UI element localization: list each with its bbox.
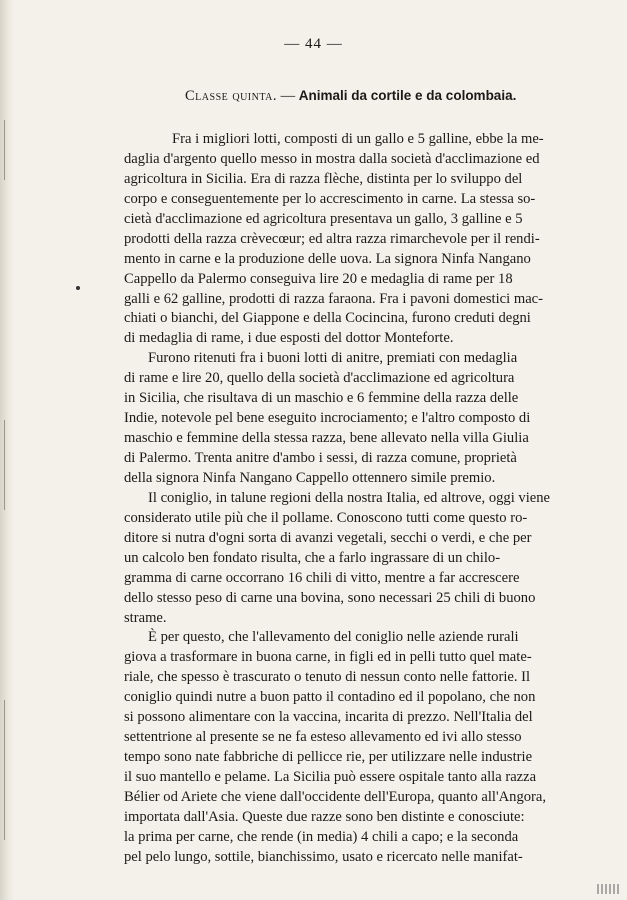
text-line: chiati o bianchi, del Giappone e della Cocincina, furono creduti degni bbox=[124, 310, 531, 327]
text-line: considerato utile più che il pollame. Conoscono tutti come questo ro- bbox=[124, 509, 528, 526]
heading-title: Animali da cortile e da colombaia. bbox=[298, 88, 517, 103]
text-line: Cappello da Palermo conseguiva lire 20 e medaglia di rame per 18 bbox=[124, 270, 513, 287]
text-line: Bélier od Ariete che viene dall'occidente dell'Europa, quanto all'Angora, bbox=[124, 788, 547, 805]
text-line: coniglio quindi nutre a buon patto il contadino ed il popolano, che non bbox=[124, 689, 536, 706]
body-text bbox=[124, 130, 586, 868]
text-line: cietà d'acclimazione ed agricoltura presentava un gallo, 3 galline e 5 bbox=[124, 210, 523, 227]
text-line: galli e 62 galline, prodotti di razza faraona. Fra i pavoni domestici mac- bbox=[124, 290, 544, 307]
text-line: di Palermo. Trenta anitre d'ambo i sessi, di razza comune, proprietà bbox=[124, 450, 517, 466]
text-line: la prima per carne, che rende (in media) 4 chili a capo; e la seconda bbox=[124, 828, 519, 845]
heading-separator: — bbox=[277, 88, 299, 104]
text-line: in Sicilia, che risultava di un maschio e 6 femmine della razza delle bbox=[124, 390, 519, 407]
text-line: strame. bbox=[124, 609, 167, 626]
scan-artifact bbox=[597, 884, 619, 894]
text-line: prodotti della razza crèvecœur; ed altra razza rimarchevole per il rendi- bbox=[124, 230, 540, 247]
binding-gutter bbox=[0, 0, 14, 900]
text-line: dello stesso peso di carne una bovina, sono necessari 25 chili di buono bbox=[124, 589, 536, 606]
text-line: di medaglia di rame, i due esposti del dottor Monteforte. bbox=[124, 330, 454, 347]
text-line: ditore si nutra d'ogni sorta di avanzi vegetali, secchi o verdi, e che per bbox=[124, 529, 532, 546]
section-heading bbox=[185, 88, 516, 105]
text-line: il suo mantello e pelame. La Sicilia può essere ospitale tanto alla razza bbox=[124, 769, 537, 785]
text-line: della signora Ninfa Nangano Cappello ottennero simile premio. bbox=[124, 469, 496, 486]
text-line: Il coniglio, in talune regioni della nostra Italia, ed altrove, oggi viene bbox=[148, 489, 551, 506]
gutter-mark bbox=[4, 420, 5, 510]
heading-label: Classe quinta. bbox=[185, 88, 278, 104]
text-line: daglia d'argento quello messo in mostra dalla società d'acclimazione ed bbox=[124, 150, 540, 167]
text-line: riale, che spesso è trascurato o tenuto di nessun conto nelle fattorie. Il bbox=[124, 669, 531, 686]
text-line: Fra i migliori lotti, composti di un gallo e 5 galline, ebbe la me- bbox=[172, 131, 544, 147]
page-number: — 44 — bbox=[284, 36, 343, 52]
margin-dot bbox=[76, 286, 80, 290]
text-line: di rame e lire 20, quello della società d'acclimazione ed agricoltura bbox=[124, 370, 515, 387]
text-line: si possono alimentare con la vaccina, incarita di prezzo. Nell'Italia del bbox=[124, 709, 533, 726]
text-line: mento in carne e la produzione delle uova. La signora Ninfa Nangano bbox=[124, 250, 531, 267]
text-line: giova a trasformare in buona carne, in figli ed in pelli tutto quel mate- bbox=[124, 649, 532, 666]
gutter-mark bbox=[4, 120, 5, 180]
text-line: È per questo, che l'allevamento del coniglio nelle aziende rurali bbox=[148, 629, 519, 646]
text-line: gramma di carne occorrano 16 chili di vitto, mentre a far accrescere bbox=[124, 569, 520, 586]
text-line: pel pelo lungo, sottile, bianchissimo, usato e ricercato nelle manifat- bbox=[124, 848, 523, 865]
text-line: maschio e femmine della stessa razza, bene allevato nella villa Giulia bbox=[124, 430, 529, 447]
text-line: importata dall'Asia. Queste due razze sono ben distinte e conosciute: bbox=[124, 808, 525, 825]
text-line: Indie, notevole pel bene eseguito incrociamento; e l'altro composto di bbox=[124, 410, 531, 427]
text-line: tempo sono nate fabbriche di pellicce rie, per utilizzare nelle industrie bbox=[124, 749, 533, 766]
text-line: Furono ritenuti fra i buoni lotti di anitre, premiati con medaglia bbox=[148, 350, 518, 367]
text-line: settentrione al presente se ne fa esteso allevamento ed ivi allo stesso bbox=[124, 729, 522, 746]
text-line: un calcolo ben fondato risulta, che a farlo ingrassare di un chilo- bbox=[124, 549, 501, 566]
text-line: agricoltura in Sicilia. Era di razza flèche, distinta per lo sviluppo del bbox=[124, 170, 523, 187]
text-line: corpo e conseguentemente per lo accrescimento in carne. La stessa so- bbox=[124, 190, 536, 207]
gutter-mark bbox=[4, 700, 5, 840]
